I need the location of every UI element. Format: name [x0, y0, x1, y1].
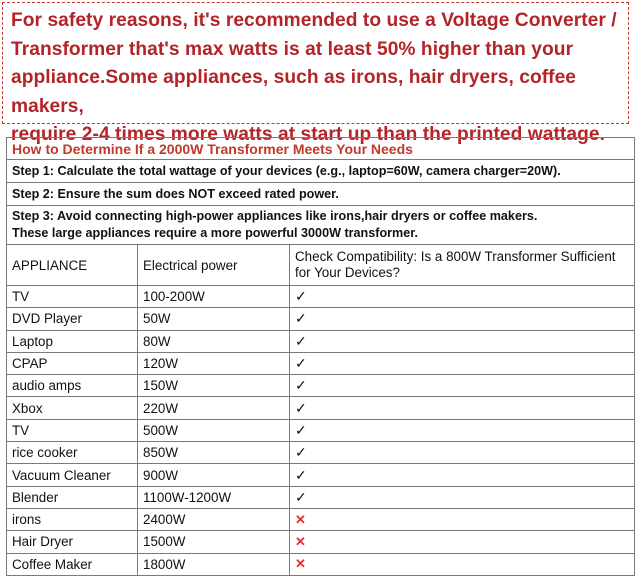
compatibility-cell — [290, 397, 635, 419]
table-row — [7, 553, 635, 575]
check-mark-icon: ✓ — [295, 466, 307, 483]
power-cell: 850W — [138, 442, 290, 464]
appliance-cell: DVD Player — [7, 308, 138, 330]
check-mark-icon: ✓ — [295, 332, 307, 349]
check-mark-icon: ✓ — [295, 355, 307, 372]
appliance-column-header: APPLIANCE — [7, 245, 138, 286]
step-row — [7, 183, 635, 206]
appliance-cell: TV — [7, 419, 138, 441]
appliance-cell: Hair Dryer — [7, 531, 138, 553]
table-row — [7, 531, 635, 553]
power-cell: 1100W-1200W — [138, 486, 290, 508]
power-cell: 80W — [138, 330, 290, 352]
power-cell: 500W — [138, 419, 290, 441]
power-cell: 900W — [138, 464, 290, 486]
power-cell: 2400W — [138, 508, 290, 530]
transformer-compatibility-table — [6, 137, 635, 576]
check-mark-icon: ✓ — [295, 488, 307, 505]
step-3-text: Step 3: Avoid connecting high-power appliances like irons,hair dryers or coffee makers. These large appliances require a more powerful 3000W transformer. — [7, 206, 635, 245]
compatibility-cell — [290, 531, 635, 553]
table-row — [7, 442, 635, 464]
appliance-cell: Blender — [7, 486, 138, 508]
appliance-cell: rice cooker — [7, 442, 138, 464]
appliance-cell: CPAP — [7, 352, 138, 374]
table-row — [7, 375, 635, 397]
step-1-text: Step 1: Calculate the total wattage of your devices (e.g., laptop=60W, camera charger=20W). — [7, 160, 635, 183]
cross-mark-icon: ✕ — [295, 533, 306, 549]
table-row — [7, 419, 635, 441]
power-cell: 220W — [138, 397, 290, 419]
safety-warning-text: For safety reasons, it's recommended to use a Voltage Converter / Transformer that's max watts is at least 50% higher than your appliance.Some appliances, such as irons, hair dryers, coffee makers, require 2-4 times more watts at start up than the printed wattage. — [11, 10, 617, 145]
power-cell: 100-200W — [138, 286, 290, 308]
compatibility-column-header: Check Compatibility: Is a 800W Transformer Sufficient for Your Devices? — [290, 245, 635, 286]
appliance-cell: irons — [7, 508, 138, 530]
power-column-header: Electrical power — [138, 245, 290, 286]
power-cell: 150W — [138, 375, 290, 397]
table-row — [7, 352, 635, 374]
table-row — [7, 464, 635, 486]
check-mark-icon: ✓ — [295, 377, 307, 394]
power-cell: 1500W — [138, 531, 290, 553]
cross-mark-icon: ✕ — [295, 511, 306, 527]
appliance-cell: Vacuum Cleaner — [7, 464, 138, 486]
cross-mark-icon: ✕ — [295, 556, 306, 572]
table-row — [7, 486, 635, 508]
check-mark-icon: ✓ — [295, 310, 307, 327]
compatibility-cell — [290, 464, 635, 486]
table-title: How to Determine If a 2000W Transformer Meets Your Needs — [7, 138, 635, 160]
compatibility-cell — [290, 486, 635, 508]
table-row — [7, 308, 635, 330]
compatibility-cell — [290, 352, 635, 374]
check-mark-icon: ✓ — [295, 444, 307, 461]
table-row — [7, 508, 635, 530]
compatibility-cell — [290, 308, 635, 330]
safety-warning-box — [2, 2, 629, 145]
table-row — [7, 330, 635, 352]
power-cell: 1800W — [138, 553, 290, 575]
compatibility-cell — [290, 442, 635, 464]
appliance-cell: Laptop — [7, 330, 138, 352]
appliance-cell: TV — [7, 286, 138, 308]
compatibility-cell — [290, 286, 635, 308]
compatibility-cell — [290, 375, 635, 397]
table-title-row — [7, 138, 635, 160]
appliance-cell: Coffee Maker — [7, 553, 138, 575]
check-mark-icon: ✓ — [295, 399, 307, 416]
compatibility-cell — [290, 508, 635, 530]
power-cell: 120W — [138, 352, 290, 374]
appliance-cell: Xbox — [7, 397, 138, 419]
compatibility-cell — [290, 419, 635, 441]
table-row — [7, 397, 635, 419]
table-row — [7, 286, 635, 308]
compatibility-cell — [290, 330, 635, 352]
appliance-cell: audio amps — [7, 375, 138, 397]
compatibility-cell — [290, 553, 635, 575]
check-mark-icon: ✓ — [295, 288, 307, 305]
column-header-row — [7, 245, 635, 286]
check-mark-icon: ✓ — [295, 421, 307, 438]
step-row — [7, 206, 635, 245]
step-2-text: Step 2: Ensure the sum does NOT exceed rated power. — [7, 183, 635, 206]
power-cell: 50W — [138, 308, 290, 330]
step-row — [7, 160, 635, 183]
